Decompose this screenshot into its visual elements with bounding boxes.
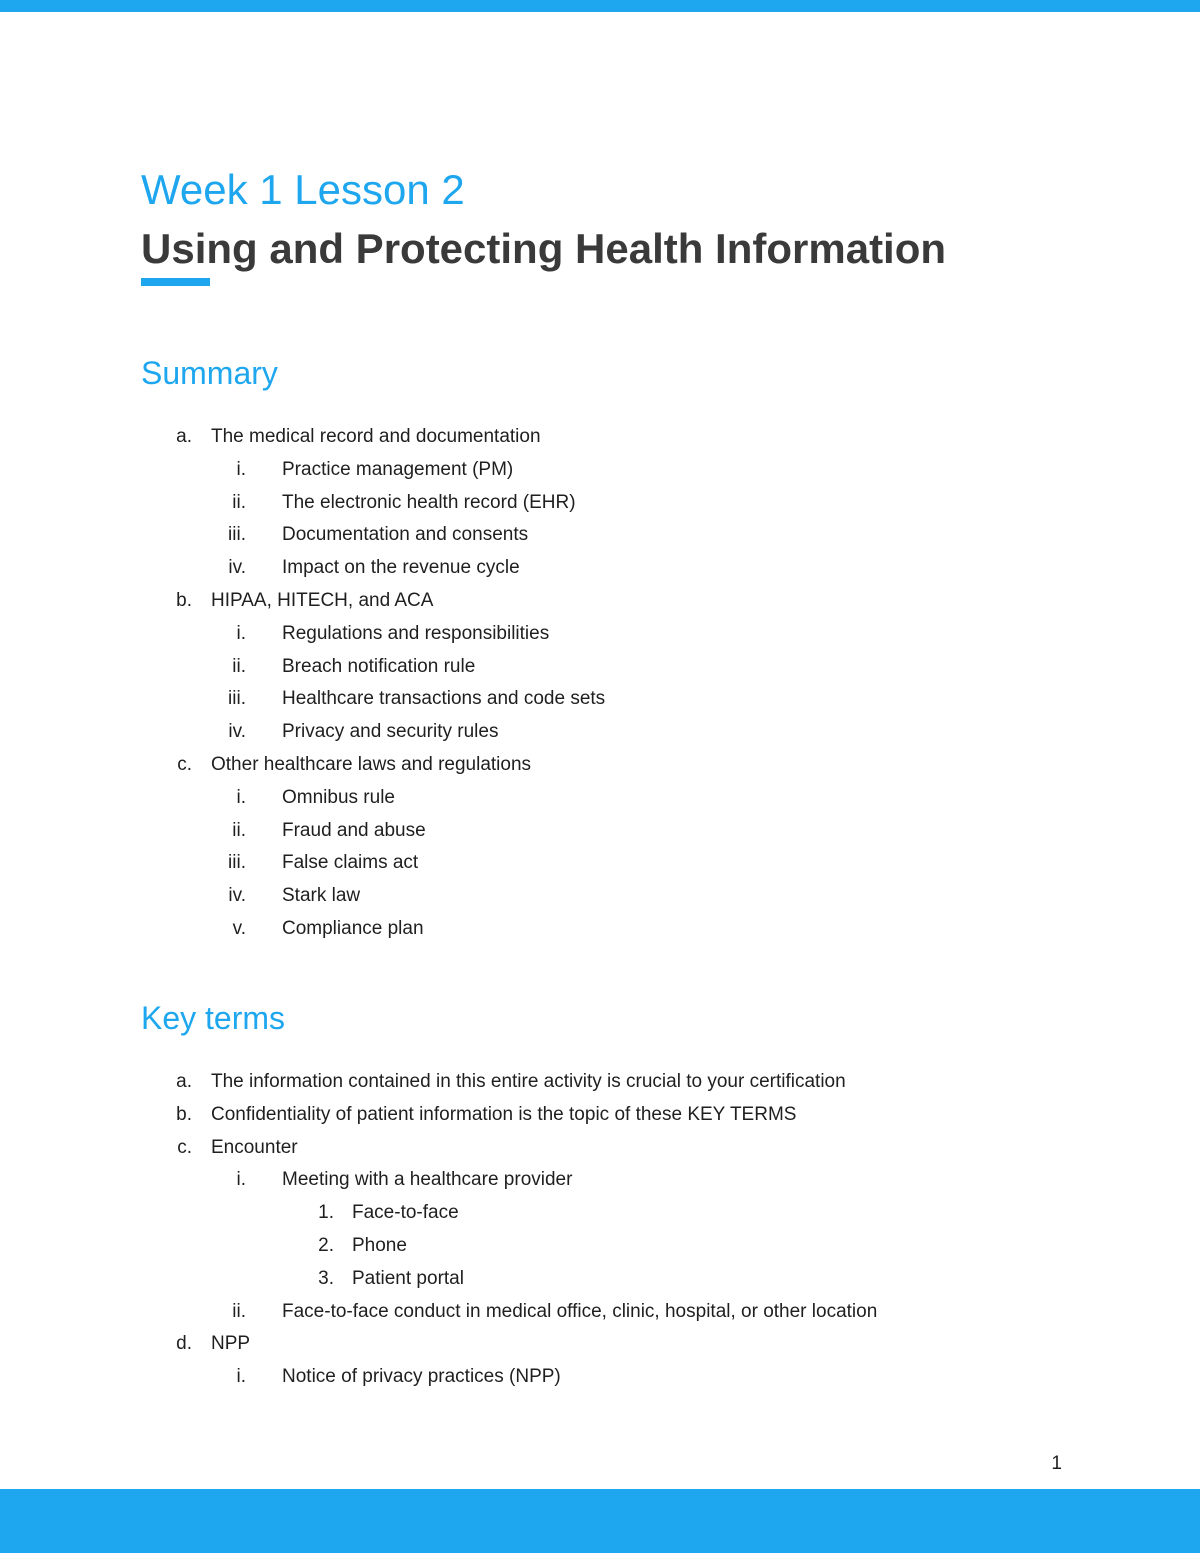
list-marker: 2. <box>318 1234 334 1256</box>
list-marker: iv. <box>228 557 246 579</box>
list-item-text: The information contained in this entire activity is crucial to your certification <box>211 1071 846 1092</box>
list-marker: ii. <box>232 819 246 841</box>
lesson-label: Week 1 Lesson 2 <box>141 166 465 213</box>
list-marker: ii. <box>232 1300 246 1322</box>
list-item <box>0 880 1200 913</box>
list-item <box>0 716 1200 749</box>
list-item-text: Breach notification rule <box>282 655 476 677</box>
summary-list <box>0 421 1200 946</box>
bottom-accent-bar <box>0 1489 1200 1553</box>
list-item-text: Documentation and consents <box>282 524 529 546</box>
list-item <box>0 454 1200 487</box>
top-accent-bar <box>0 0 1200 12</box>
list-item-text: Meeting with a healthcare provider <box>282 1169 573 1191</box>
list-marker: ii. <box>232 491 246 513</box>
list-marker: 1. <box>318 1202 334 1224</box>
list-item-text: Face-to-face <box>352 1202 459 1224</box>
list-item <box>0 1164 1200 1197</box>
list-item-text: Notice of privacy practices (NPP) <box>282 1366 561 1388</box>
list-item <box>0 1099 1200 1132</box>
list-item <box>0 1230 1200 1263</box>
list-marker: iv. <box>228 721 246 743</box>
list-item <box>0 552 1200 585</box>
list-marker: b. <box>176 1103 192 1125</box>
list-marker: a. <box>176 1071 192 1092</box>
list-item <box>0 1328 1200 1361</box>
list-item-text: Impact on the revenue cycle <box>282 557 520 579</box>
page-title: Using and Protecting Health Information <box>141 225 947 272</box>
list-item-text: Face-to-face conduct in medical office, clinic, hospital, or other location <box>282 1300 878 1322</box>
list-item-text: The electronic health record (EHR) <box>282 491 576 513</box>
list-item <box>0 782 1200 815</box>
list-marker: iii. <box>228 688 246 710</box>
list-marker: iii. <box>228 524 246 546</box>
summary-heading: Summary <box>141 355 278 391</box>
list-marker: i. <box>236 622 246 644</box>
list-marker: i. <box>236 1169 246 1191</box>
list-marker: i. <box>236 458 246 480</box>
list-marker: d. <box>176 1333 192 1355</box>
title-underline <box>141 278 210 286</box>
list-item <box>0 1361 1200 1394</box>
list-item <box>0 421 1200 454</box>
list-item-text: Encounter <box>211 1136 298 1158</box>
list-item <box>0 651 1200 684</box>
list-item-text: HIPAA, HITECH, and ACA <box>211 589 434 611</box>
list-item <box>0 1132 1200 1165</box>
list-marker: iii. <box>228 852 246 874</box>
list-item <box>0 749 1200 782</box>
list-item-text: Other healthcare laws and regulations <box>211 753 532 775</box>
list-item <box>0 1263 1200 1296</box>
list-item-text: Fraud and abuse <box>282 819 426 841</box>
list-item <box>0 585 1200 618</box>
list-marker: i. <box>236 1366 246 1388</box>
list-item-text: False claims act <box>282 852 419 874</box>
page-number: 1 <box>1051 1453 1062 1474</box>
list-marker: b. <box>176 589 192 611</box>
key-terms-list <box>0 1066 1200 1394</box>
list-marker: 3. <box>318 1267 334 1289</box>
list-item-text: Omnibus rule <box>282 786 395 808</box>
list-item-text: Regulations and responsibilities <box>282 622 550 644</box>
list-item <box>0 618 1200 651</box>
list-marker: v. <box>232 917 246 939</box>
list-marker: iv. <box>228 885 246 907</box>
list-item-text: Privacy and security rules <box>282 721 499 743</box>
list-item <box>0 1197 1200 1230</box>
key-terms-heading: Key terms <box>141 1000 286 1036</box>
list-item-text: Practice management (PM) <box>282 458 514 480</box>
list-marker: c. <box>177 1136 192 1158</box>
list-item-text: NPP <box>211 1333 251 1355</box>
list-item-text: Compliance plan <box>282 917 424 939</box>
list-item <box>0 1296 1200 1329</box>
list-marker: i. <box>236 786 246 808</box>
list-marker: c. <box>177 753 192 775</box>
list-item <box>0 913 1200 946</box>
list-item-text: Stark law <box>282 885 361 907</box>
list-item-text: Healthcare transactions and code sets <box>282 688 606 710</box>
list-item-text: The medical record and documentation <box>211 426 541 447</box>
list-item <box>0 683 1200 716</box>
list-item <box>0 847 1200 880</box>
list-item-text: Patient portal <box>352 1267 464 1289</box>
list-item <box>0 1066 1200 1099</box>
list-item-text: Phone <box>352 1234 407 1256</box>
list-item <box>0 519 1200 552</box>
list-marker: a. <box>176 426 192 447</box>
list-item-text: Confidentiality of patient information is the topic of these KEY TERMS <box>211 1103 797 1125</box>
list-item <box>0 487 1200 520</box>
list-item <box>0 815 1200 848</box>
list-marker: ii. <box>232 655 246 677</box>
